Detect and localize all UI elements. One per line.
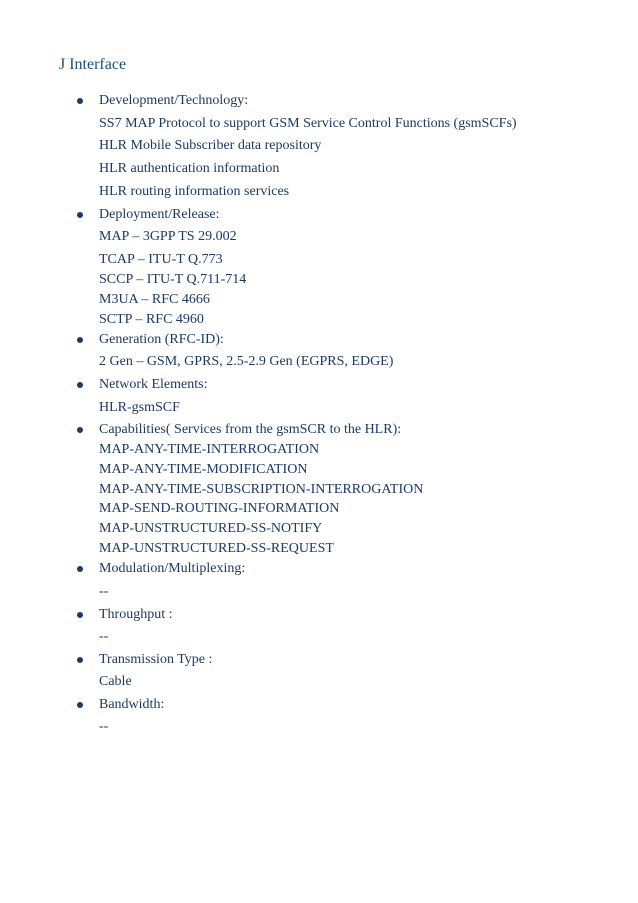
detail-line: MAP – 3GPP TS 29.002 [99, 229, 237, 244]
bullet-icon [77, 657, 83, 663]
detail-line: 2 Gen – GSM, GPRS, 2.5-2.9 Gen (EGPRS, EDGE) [99, 354, 394, 369]
section-label: Bandwidth: [99, 697, 165, 712]
detail-line: SS7 MAP Protocol to support GSM Service Control Functions (gsmSCFs) [99, 116, 517, 131]
section-label: Development/Technology: [99, 93, 249, 108]
detail-line: -- [99, 584, 109, 599]
section-label: Generation (RFC-ID): [99, 332, 224, 347]
list-item [0, 330, 638, 350]
list-item [0, 650, 638, 670]
section-label: Network Elements: [99, 377, 208, 392]
detail-line: HLR-gsmSCF [99, 400, 180, 415]
detail-line: HLR routing information services [99, 184, 290, 199]
detail-line: M3UA – RFC 4666 [99, 292, 210, 307]
bullet-icon [77, 427, 83, 433]
detail-line: MAP-UNSTRUCTURED-SS-REQUEST [99, 541, 334, 556]
detail-line: MAP-SEND-ROUTING-INFORMATION [99, 501, 340, 516]
list-item [0, 375, 638, 395]
detail-line: MAP-UNSTRUCTURED-SS-NOTIFY [99, 521, 323, 536]
section-label: Transmission Type : [99, 652, 213, 667]
detail-line: SCCP – ITU-T Q.711-714 [99, 272, 247, 287]
bullet-icon [77, 337, 83, 343]
bullet-icon [77, 98, 83, 104]
detail-line: HLR Mobile Subscriber data repository [99, 138, 322, 153]
detail-line: HLR authentication information [99, 161, 280, 176]
bullet-icon [77, 702, 83, 708]
list-item [0, 695, 638, 715]
detail-line: Cable [99, 674, 132, 689]
section-label: Deployment/Release: [99, 207, 220, 222]
bullet-icon [77, 382, 83, 388]
detail-line: TCAP – ITU-T Q.773 [99, 252, 223, 267]
list-item [0, 91, 638, 111]
bullet-icon [77, 612, 83, 618]
page-title: J Interface [59, 56, 127, 73]
section-label: Capabilities( Services from the gsmSCR to the HLR): [99, 422, 402, 437]
detail-line: SCTP – RFC 4960 [99, 312, 204, 327]
detail-line: -- [99, 719, 109, 734]
section-label: Throughput : [99, 607, 173, 622]
detail-line: MAP-ANY-TIME-MODIFICATION [99, 462, 308, 477]
detail-line: MAP-ANY-TIME-SUBSCRIPTION-INTERROGATION [99, 482, 424, 497]
bullet-icon [77, 566, 83, 572]
detail-line: MAP-ANY-TIME-INTERROGATION [99, 442, 320, 457]
list-item [0, 205, 638, 225]
detail-line: -- [99, 629, 109, 644]
list-item [0, 420, 638, 440]
section-label: Modulation/Multiplexing: [99, 561, 246, 576]
list-item [0, 605, 638, 625]
bullet-icon [77, 212, 83, 218]
list-item [0, 559, 638, 579]
